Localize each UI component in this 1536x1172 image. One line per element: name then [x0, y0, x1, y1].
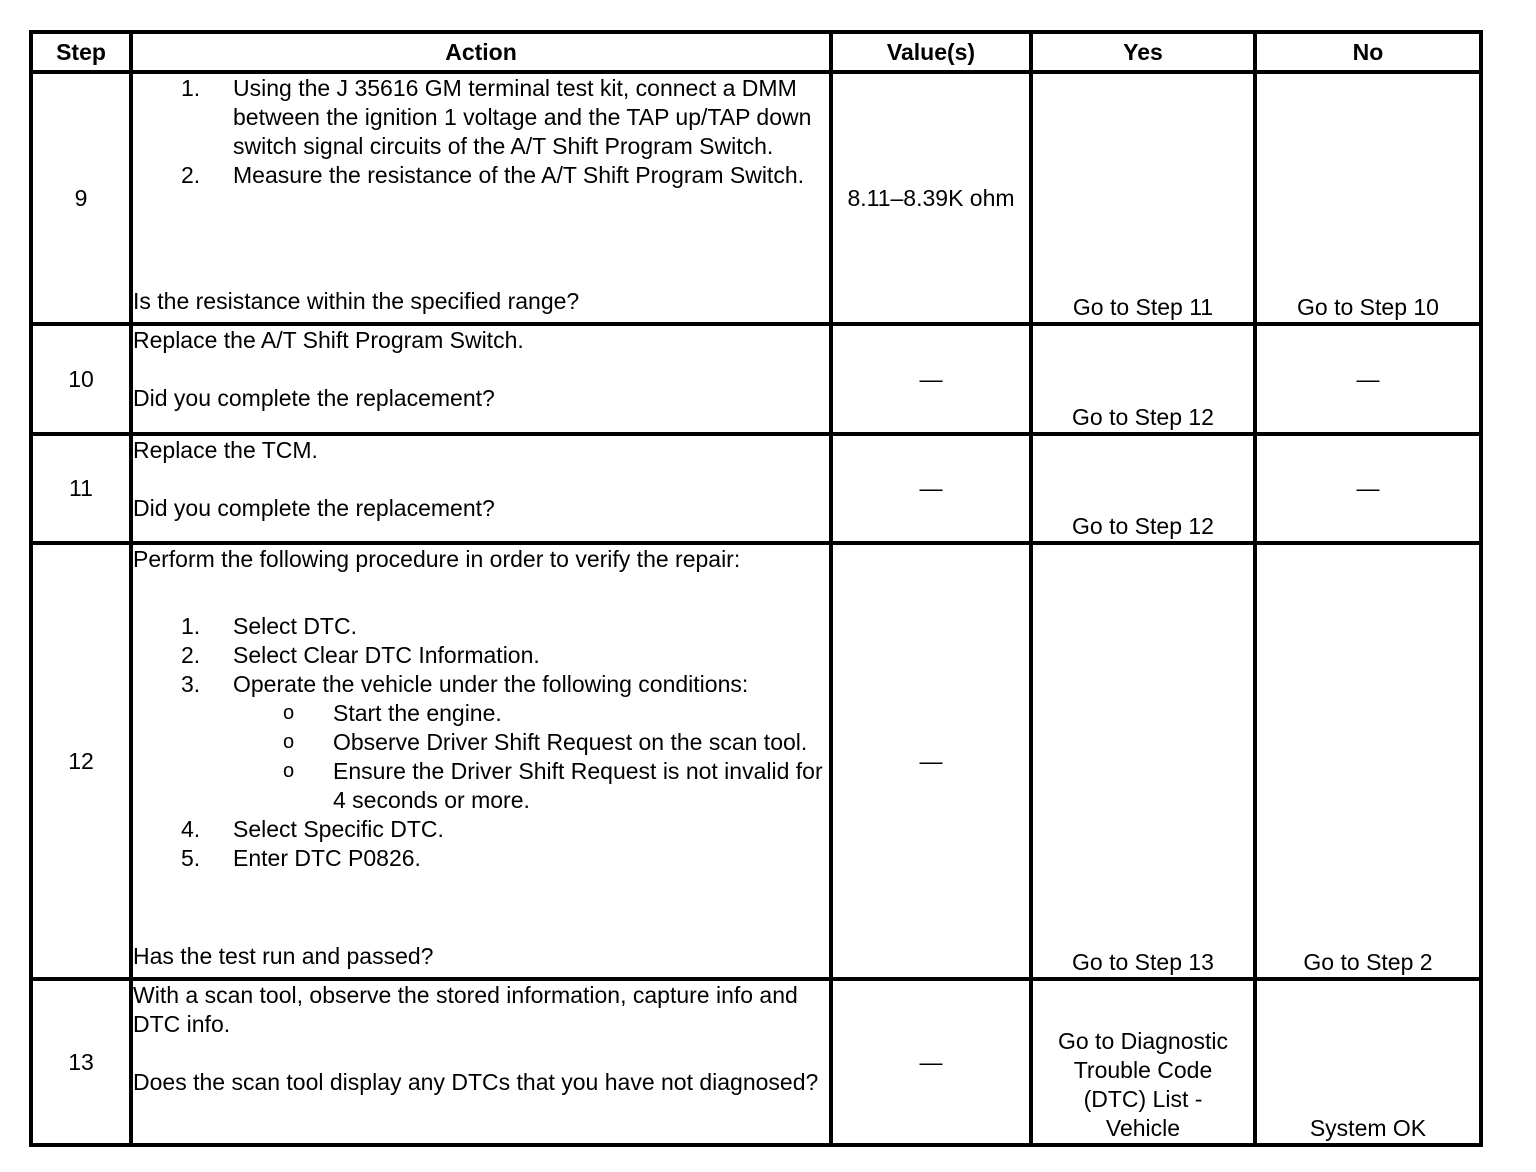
no-link[interactable]: Go to Step 10	[1255, 72, 1481, 324]
header-step: Step	[31, 32, 131, 72]
table-row-step-9	[31, 72, 1481, 324]
header-action: Action	[131, 32, 831, 72]
item-number: 1.	[181, 613, 201, 639]
action-cell	[131, 543, 831, 979]
intro-text: Replace the A/T Shift Program Switch.	[133, 327, 524, 353]
intro-text: With a scan tool, observe the stored information, capture info and DTC info.	[133, 982, 798, 1037]
sub-item-text: Observe Driver Shift Request on the scan tool.	[333, 729, 808, 755]
item-number: 3.	[181, 671, 201, 697]
item-text: Select Clear DTC Information.	[233, 642, 540, 668]
intro-text: Replace the TCM.	[133, 437, 318, 463]
item-number: 5.	[181, 845, 201, 871]
question-text: Does the scan tool display any DTCs that you have not diagnosed?	[133, 1069, 819, 1095]
table-row-step-11	[31, 434, 1481, 543]
table-row-step-12	[31, 543, 1481, 979]
table-row-step-13	[31, 979, 1481, 1145]
bullet-icon: o	[283, 760, 295, 782]
value-cell: —	[831, 543, 1031, 979]
question-text: Did you complete the replacement?	[133, 385, 495, 411]
question-text: Has the test run and passed?	[133, 943, 434, 969]
item-number: 2.	[181, 642, 201, 668]
step-number: 9	[31, 72, 131, 324]
item-number: 4.	[181, 816, 201, 842]
intro-text: Perform the following procedure in order to verify the repair:	[133, 546, 741, 572]
item-text: Measure the resistance of the A/T Shift Program Switch.	[233, 162, 805, 188]
action-cell	[131, 434, 831, 543]
value-cell: 8.11–8.39K ohm	[831, 72, 1031, 324]
list-item	[181, 641, 829, 670]
header-no: No	[1255, 32, 1481, 72]
item-number: 2.	[181, 162, 201, 188]
yes-link[interactable]: Go to Step 12	[1031, 324, 1255, 434]
diagnostic-table	[29, 30, 1483, 1147]
list-item	[181, 74, 829, 161]
list-item	[181, 670, 829, 815]
table-row-step-10	[31, 324, 1481, 434]
list-item	[181, 815, 829, 844]
yes-link[interactable]: Go to Step 12	[1031, 434, 1255, 543]
no-value: System OK	[1255, 979, 1481, 1145]
value-cell: —	[831, 434, 1031, 543]
list-item	[181, 161, 829, 190]
sub-list-item	[283, 728, 829, 757]
step-number: 11	[31, 434, 131, 543]
sub-list-item	[283, 699, 829, 728]
no-link[interactable]: Go to Step 2	[1255, 543, 1481, 979]
item-text: Operate the vehicle under the following conditions:	[233, 671, 749, 697]
bullet-icon: o	[283, 702, 295, 724]
step-number: 10	[31, 324, 131, 434]
yes-link[interactable]: Go to Diagnostic Trouble Code (DTC) List - Vehicle	[1031, 979, 1255, 1145]
item-text: Select DTC.	[233, 613, 357, 639]
header-yes: Yes	[1031, 32, 1255, 72]
item-text: Using the J 35616 GM terminal test kit, connect a DMM between the ignition 1 voltage and the TAP up/TAP down switch signal circuits of the A/T Shift Program Switch.	[233, 75, 812, 159]
bullet-icon: o	[283, 731, 295, 753]
action-cell	[131, 72, 831, 324]
header-row	[31, 32, 1481, 72]
step-number: 13	[31, 979, 131, 1145]
action-cell	[131, 324, 831, 434]
no-value: —	[1255, 324, 1481, 434]
list-item	[181, 844, 829, 873]
no-value: —	[1255, 434, 1481, 543]
step-number: 12	[31, 543, 131, 979]
condition-list	[233, 699, 829, 815]
question-text: Did you complete the replacement?	[133, 495, 495, 521]
item-number: 1.	[181, 75, 201, 101]
sub-item-text: Ensure the Driver Shift Request is not invalid for 4 seconds or more.	[333, 758, 823, 813]
procedure-list	[133, 612, 829, 873]
item-text: Select Specific DTC.	[233, 816, 444, 842]
list-item	[181, 612, 829, 641]
question-text: Is the resistance within the specified range?	[133, 288, 580, 314]
procedure-list	[133, 74, 829, 190]
item-text: Enter DTC P0826.	[233, 845, 421, 871]
yes-link[interactable]: Go to Step 13	[1031, 543, 1255, 979]
value-cell: —	[831, 979, 1031, 1145]
header-values: Value(s)	[831, 32, 1031, 72]
value-cell: —	[831, 324, 1031, 434]
sub-list-item	[283, 757, 829, 815]
yes-link[interactable]: Go to Step 11	[1031, 72, 1255, 324]
sub-item-text: Start the engine.	[333, 700, 502, 726]
action-cell	[131, 979, 831, 1145]
